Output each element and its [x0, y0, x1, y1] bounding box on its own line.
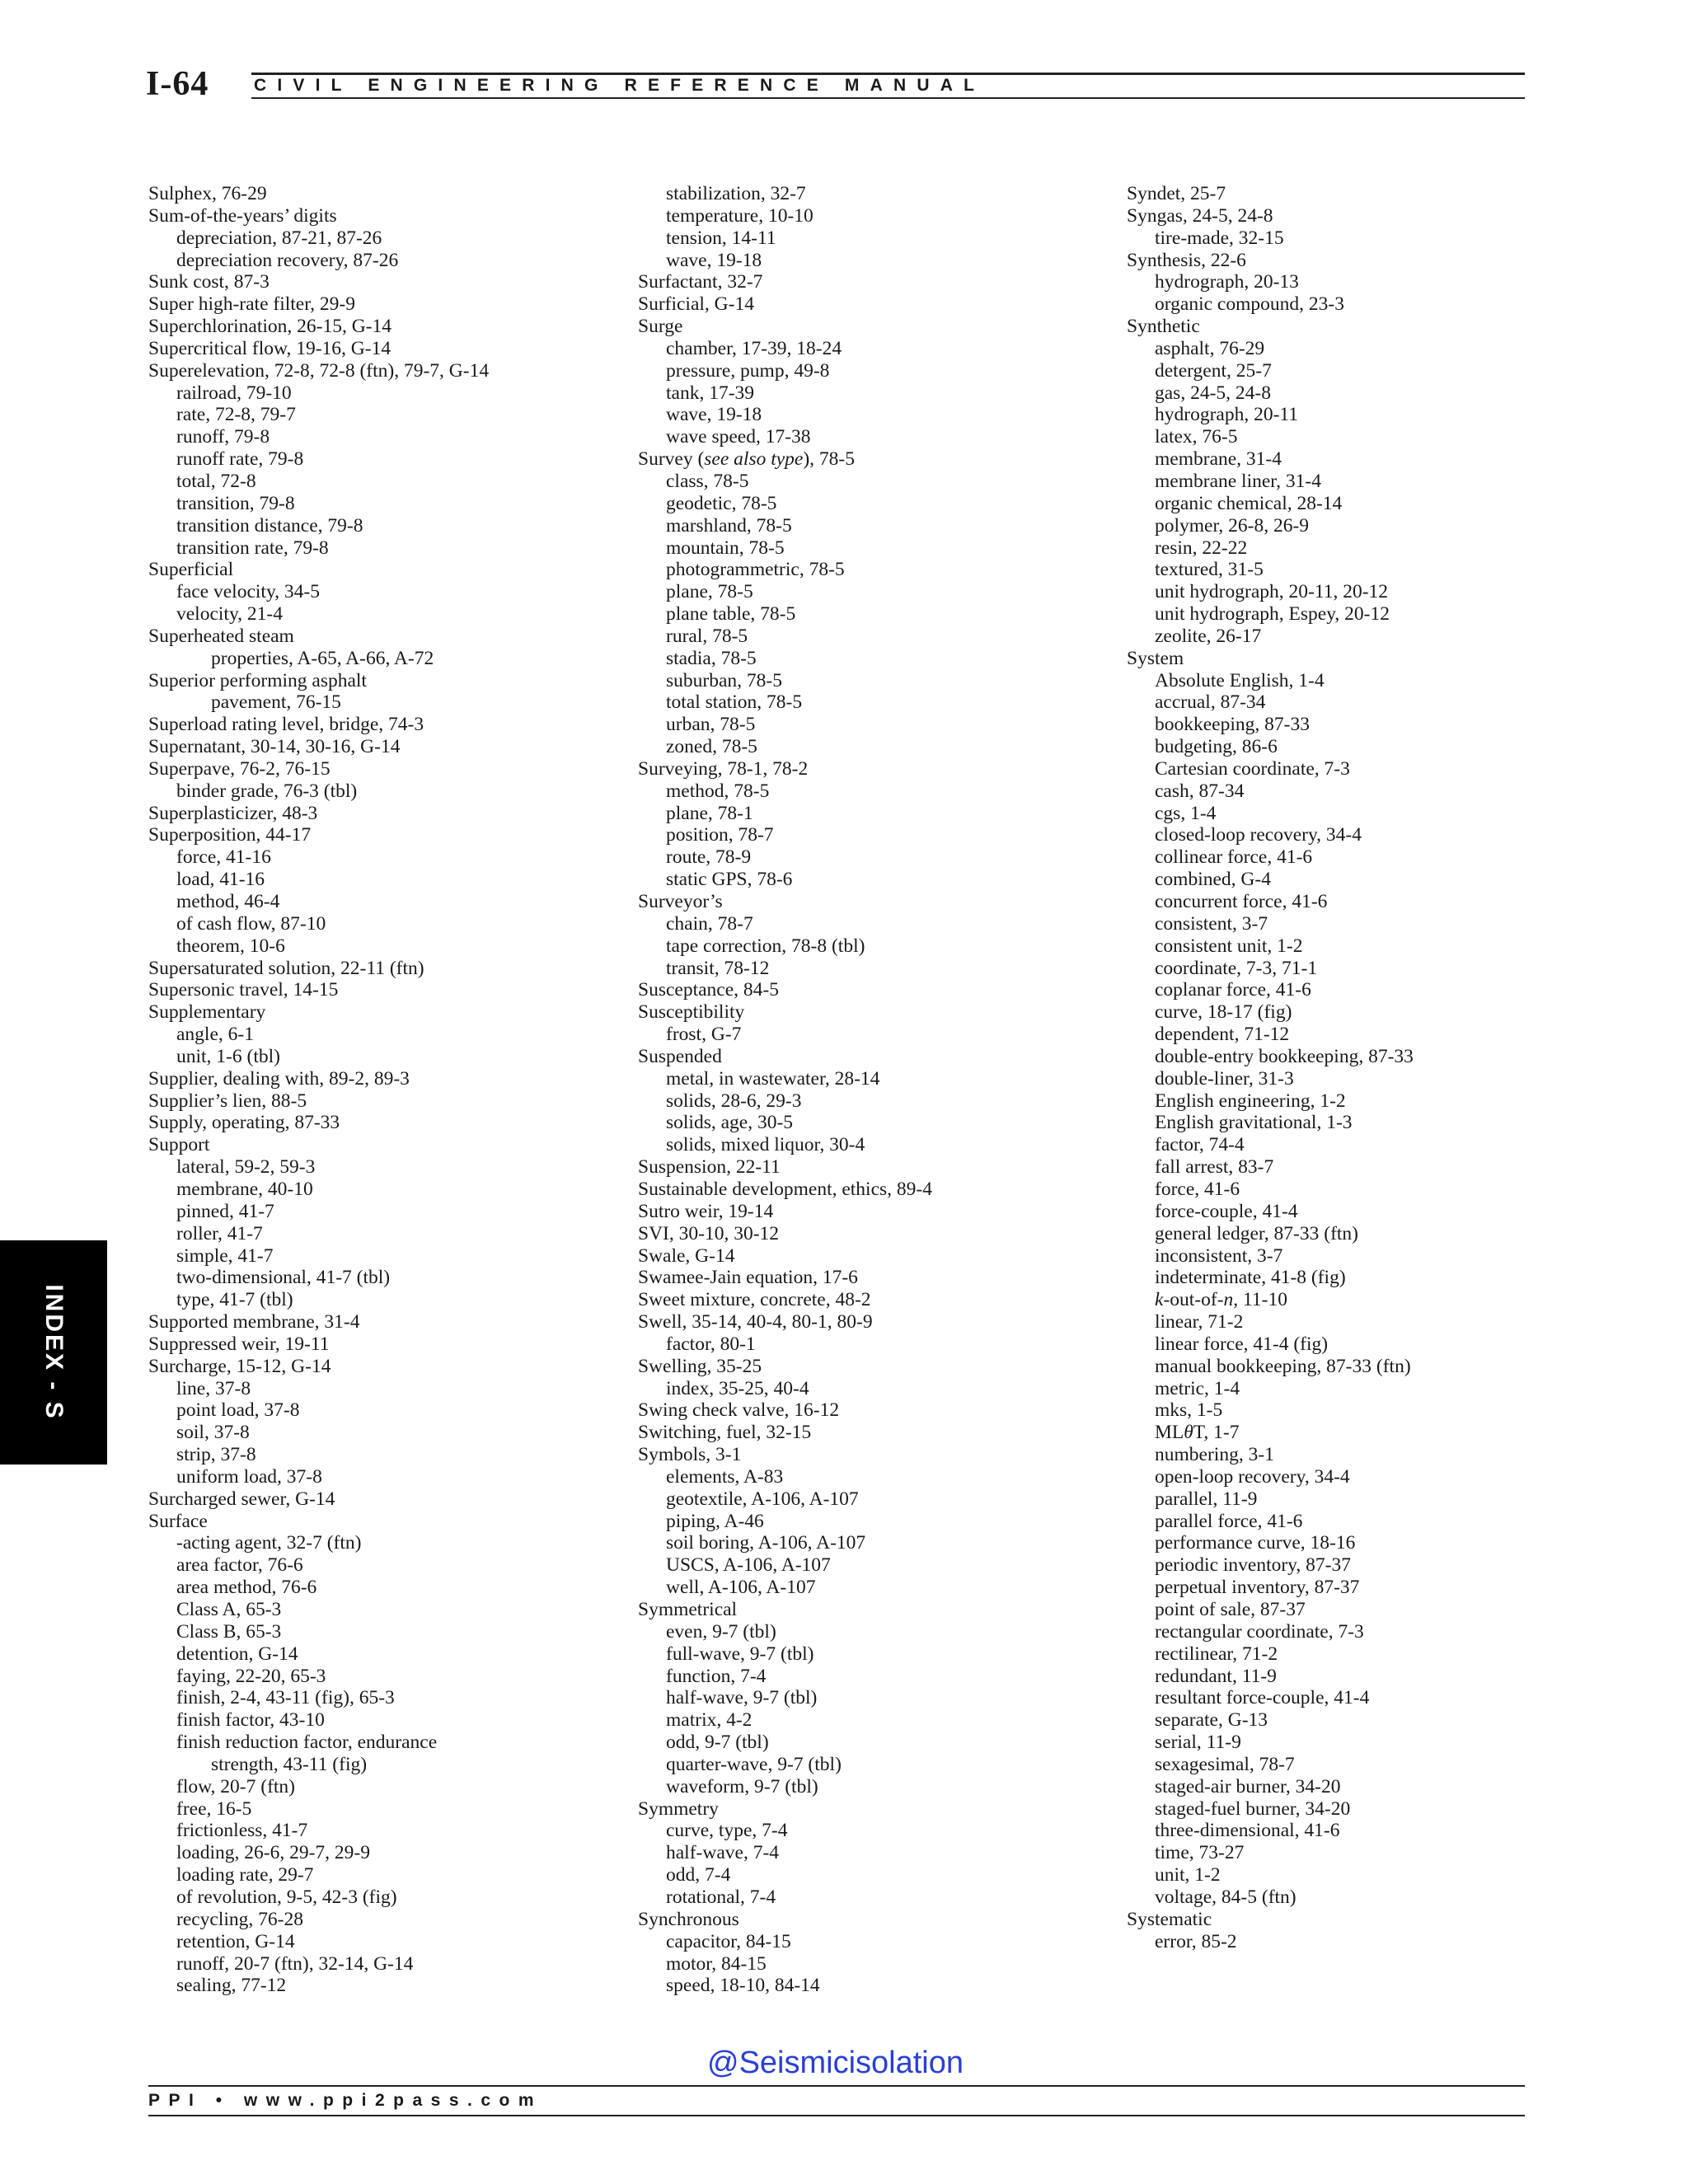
index-subentry: piping, A-46: [666, 1510, 764, 1532]
index-subentry: USCS, A-106, A-107: [666, 1554, 831, 1577]
index-subentry: pavement, 76-15: [211, 691, 341, 714]
index-subentry: temperature, 10-10: [666, 204, 814, 227]
index-subentry: periodic inventory, 87-37: [1155, 1554, 1351, 1577]
index-subentry: zeolite, 26-17: [1155, 625, 1262, 647]
index-subentry: performance curve, 18-16: [1155, 1532, 1356, 1554]
index-subentry: Absolute English, 1-4: [1155, 669, 1325, 691]
index-subentry: runoff, 79-8: [176, 426, 270, 448]
index-subentry: combined, G-4: [1155, 869, 1271, 891]
index-entry: Switching, fuel, 32-15: [638, 1422, 812, 1444]
index-subentry: Class B, 65-3: [176, 1620, 282, 1643]
index-subentry: point of sale, 87-37: [1155, 1599, 1306, 1620]
index-subentry: faying, 22-20, 65-3: [176, 1665, 326, 1687]
index-subentry: unit, 1-6 (tbl): [176, 1045, 280, 1067]
index-subentry: English gravitational, 1-3: [1155, 1112, 1353, 1134]
index-subentry: finish reduction factor, endurance: [176, 1732, 438, 1754]
index-entry: Surfactant, 32-7: [638, 271, 763, 293]
index-subentry: lateral, 59-2, 59-3: [176, 1156, 316, 1179]
index-subentry: -acting agent, 32-7 (ftn): [176, 1532, 362, 1554]
index-subentry: metal, in wastewater, 28-14: [666, 1067, 880, 1090]
index-entry: Superposition, 44-17: [148, 824, 312, 846]
index-subentry: parallel force, 41-6: [1155, 1510, 1303, 1532]
index-subentry: point load, 37-8: [176, 1399, 300, 1422]
index-subentry: voltage, 84-5 (ftn): [1155, 1886, 1296, 1908]
index-subentry: bookkeeping, 87-33: [1155, 714, 1310, 736]
index-subentry: metric, 1-4: [1155, 1377, 1240, 1399]
index-subentry: parallel, 11-9: [1155, 1488, 1258, 1510]
index-subentry: method, 78-5: [666, 780, 770, 802]
index-entry: Swelling, 35-25: [638, 1355, 762, 1377]
index-entry: Surcharge, 15-12, G-14: [148, 1355, 331, 1377]
index-subentry: fall arrest, 83-7: [1155, 1156, 1274, 1179]
index-subentry: indeterminate, 41-8 (fig): [1155, 1267, 1346, 1289]
index-subentry: force, 41-16: [176, 846, 271, 869]
index-subentry: railroad, 79-10: [176, 382, 292, 404]
index-subentry: perpetual inventory, 87-37: [1155, 1577, 1360, 1599]
index-subentry: concurrent force, 41-6: [1155, 891, 1328, 912]
index-subentry: tension, 14-11: [666, 227, 776, 249]
index-subentry: uniform load, 37-8: [176, 1465, 322, 1488]
index-subentry: curve, type, 7-4: [666, 1820, 788, 1842]
index-subentry: coordinate, 7-3, 71-1: [1155, 957, 1318, 979]
index-entry: Superpave, 76-2, 76-15: [148, 757, 331, 780]
index-subentry: finish factor, 43-10: [176, 1709, 325, 1732]
index-subentry: chain, 78-7: [666, 912, 753, 935]
index-subentry: roller, 41-7: [176, 1222, 263, 1244]
index-subentry: zoned, 78-5: [666, 736, 757, 758]
index-entry: Suspension, 22-11: [638, 1156, 781, 1179]
index-subentry: runoff rate, 79-8: [176, 448, 304, 471]
index-subentry: consistent, 3-7: [1155, 912, 1268, 935]
index-subentry: transit, 78-12: [666, 957, 770, 979]
index-subentry: type, 41-7 (tbl): [176, 1289, 293, 1311]
index-subentry: index, 35-25, 40-4: [666, 1377, 809, 1399]
index-subentry: flow, 20-7 (ftn): [176, 1775, 296, 1797]
index-subentry: manual bookkeeping, 87-33 (ftn): [1155, 1355, 1411, 1377]
index-subentry: serial, 11-9: [1155, 1732, 1241, 1754]
footer-url: www.ppi2pass.com: [243, 2091, 543, 2110]
index-subentry: soil boring, A-106, A-107: [666, 1532, 866, 1554]
index-subentry: solids, age, 30-5: [666, 1112, 794, 1134]
index-subentry: double-entry bookkeeping, 87-33: [1155, 1045, 1414, 1067]
index-subentry: retention, G-14: [176, 1930, 295, 1952]
index-subentry: sexagesimal, 78-7: [1155, 1753, 1295, 1775]
index-subentry: detention, G-14: [176, 1643, 298, 1665]
index-subentry: staged-air burner, 34-20: [1155, 1775, 1341, 1797]
section-thumb-tab: [0, 1240, 107, 1465]
index-subentry: strength, 43-11 (fig): [211, 1753, 368, 1775]
index-entry: Supplier’s lien, 88-5: [148, 1090, 307, 1112]
watermark: @Seismicisolation: [707, 2046, 964, 2080]
index-entry: Supersonic travel, 14-15: [148, 979, 339, 1001]
index-subentry: strip, 37-8: [176, 1444, 256, 1466]
index-subentry: cash, 87-34: [1155, 780, 1245, 802]
index-subentry: wave, 19-18: [666, 404, 762, 426]
index-subentry: depreciation, 87-21, 87-26: [176, 227, 382, 249]
index-subentry: mks, 1-5: [1155, 1399, 1223, 1422]
footer-publisher: PPI: [148, 2091, 203, 2110]
index-subentry: Cartesian coordinate, 7-3: [1155, 757, 1350, 780]
index-subentry: budgeting, 86-6: [1155, 736, 1278, 758]
index-entry: Supplementary: [148, 1001, 266, 1024]
index-subentry: full-wave, 9-7 (tbl): [666, 1643, 814, 1665]
index-subentry: unit hydrograph, 20-11, 20-12: [1155, 581, 1389, 603]
index-subentry: urban, 78-5: [666, 714, 756, 736]
index-entry: Sum-of-the-years’ digits: [148, 204, 337, 227]
index-subentry: rectilinear, 71-2: [1155, 1643, 1278, 1665]
index-subentry: properties, A-65, A-66, A-72: [211, 647, 434, 669]
index-subentry: frost, G-7: [666, 1024, 742, 1046]
index-entry: Supernatant, 30-14, 30-16, G-14: [148, 736, 401, 758]
index-subentry: stadia, 78-5: [666, 647, 757, 669]
section-thumb-tab-label: INDEX - S: [40, 1284, 68, 1421]
index-entry: Superchlorination, 26-15, G-14: [148, 316, 392, 338]
index-subentry: rural, 78-5: [666, 625, 748, 647]
index-subentry: open-loop recovery, 34-4: [1155, 1465, 1350, 1488]
index-subentry: load, 41-16: [176, 869, 265, 891]
index-subentry: cgs, 1-4: [1155, 802, 1217, 824]
index-subentry: force-couple, 41-4: [1155, 1200, 1298, 1222]
index-subentry: latex, 76-5: [1155, 426, 1238, 448]
index-entry: Superheated steam: [148, 625, 294, 647]
index-subentry: unit, 1-2: [1155, 1864, 1221, 1886]
index-subentry: total, 72-8: [176, 470, 256, 492]
index-subentry: separate, G-13: [1155, 1709, 1268, 1732]
index-subentry: redundant, 11-9: [1155, 1665, 1277, 1687]
index-subentry: face velocity, 34-5: [176, 581, 320, 603]
index-entry: Sweet mixture, concrete, 48-2: [638, 1289, 871, 1311]
index-entry: Superload rating level, bridge, 74-3: [148, 714, 424, 736]
index-subentry: plane table, 78-5: [666, 603, 796, 626]
index-entry: Supplier, dealing with, 89-2, 89-3: [148, 1067, 410, 1090]
index-subentry: curve, 18-17 (fig): [1155, 1001, 1292, 1024]
index-column-3: [1127, 183, 1414, 1953]
index-entry: Surveyor’s: [638, 891, 723, 912]
index-entry: Surcharged sewer, G-14: [148, 1488, 335, 1510]
footer-rule-bottom: [148, 2115, 1525, 2116]
index-subentry: quarter-wave, 9-7 (tbl): [666, 1753, 842, 1775]
index-subentry: hydrograph, 20-11: [1155, 404, 1299, 426]
index-subentry: loading rate, 29-7: [176, 1864, 314, 1886]
index-subentry: organic compound, 23-3: [1155, 293, 1344, 316]
index-subentry: plane, 78-1: [666, 802, 753, 824]
index-entry: Sutro weir, 19-14: [638, 1200, 774, 1222]
index-entry: Symmetrical: [638, 1599, 738, 1620]
index-entry: Susceptance, 84-5: [638, 979, 779, 1001]
index-subentry: accrual, 87-34: [1155, 691, 1266, 714]
index-subentry: speed, 18-10, 84-14: [666, 1975, 820, 1997]
index-subentry: mountain, 78-5: [666, 537, 785, 559]
index-entry: Sunk cost, 87-3: [148, 271, 270, 293]
index-subentry: simple, 41-7: [176, 1244, 274, 1267]
index-subentry: capacitor, 84-15: [666, 1930, 791, 1952]
index-subentry: suburban, 78-5: [666, 669, 782, 691]
index-entry: Sulphex, 76-29: [148, 183, 267, 204]
index-entry: Supersaturated solution, 22-11 (ftn): [148, 957, 424, 979]
index-subentry: plane, 78-5: [666, 581, 753, 603]
index-entry: Superficial: [148, 559, 234, 581]
index-subentry: unit hydrograph, Espey, 20-12: [1155, 603, 1390, 626]
index-subentry: finish, 2-4, 43-11 (fig), 65-3: [176, 1687, 395, 1709]
index-subentry: textured, 31-5: [1155, 559, 1264, 581]
index-subentry: chamber, 17-39, 18-24: [666, 337, 842, 359]
index-subentry: English engineering, 1-2: [1155, 1090, 1346, 1112]
index-subentry: well, A-106, A-107: [666, 1577, 816, 1599]
index-subentry: force, 41-6: [1155, 1178, 1240, 1200]
index-subentry: velocity, 21-4: [176, 603, 283, 626]
index-subentry: factor, 80-1: [666, 1333, 756, 1355]
index-subentry: membrane, 40-10: [176, 1178, 313, 1200]
index-subentry: stabilization, 32-7: [666, 183, 806, 204]
index-entry: SVI, 30-10, 30-12: [638, 1222, 780, 1244]
index-subentry: membrane liner, 31-4: [1155, 470, 1321, 492]
index-entry: Synthesis, 22-6: [1127, 249, 1246, 271]
index-subentry: polymer, 26-8, 26-9: [1155, 514, 1310, 537]
index-subentry: geodetic, 78-5: [666, 492, 777, 514]
index-subentry: staged-fuel burner, 34-20: [1155, 1797, 1351, 1820]
running-head-title: CIVIL ENGINEERING REFERENCE MANUAL: [254, 76, 986, 95]
index-entry: Surge: [638, 316, 683, 338]
index-entry: Survey (see also type), 78-5: [638, 448, 856, 471]
index-subentry: runoff, 20-7 (ftn), 32-14, G-14: [176, 1952, 414, 1975]
index-subentry: closed-loop recovery, 34-4: [1155, 824, 1362, 846]
index-subentry: even, 9-7 (tbl): [666, 1620, 776, 1643]
index-subentry: tape correction, 78-8 (tbl): [666, 935, 865, 957]
index-entry: Supply, operating, 87-33: [148, 1112, 340, 1134]
index-subentry: double-liner, 31-3: [1155, 1067, 1294, 1090]
index-subentry: half-wave, 7-4: [666, 1842, 780, 1864]
index-entry: Suspended: [638, 1045, 722, 1067]
index-subentry: Class A, 65-3: [176, 1599, 282, 1620]
index-entry: Supported membrane, 31-4: [148, 1311, 360, 1333]
index-subentry: coplanar force, 41-6: [1155, 979, 1311, 1001]
index-subentry: gas, 24-5, 24-8: [1155, 382, 1271, 404]
index-subentry: membrane, 31-4: [1155, 448, 1282, 471]
index-subentry: transition rate, 79-8: [176, 537, 329, 559]
index-subentry: angle, 6-1: [176, 1024, 254, 1046]
index-subentry: hydrograph, 20-13: [1155, 271, 1299, 293]
index-subentry: detergent, 25-7: [1155, 359, 1272, 382]
index-subentry: factor, 74-4: [1155, 1134, 1245, 1156]
index-entry: Syndet, 25-7: [1127, 183, 1226, 204]
index-subentry: pinned, 41-7: [176, 1200, 274, 1222]
index-entry: Swell, 35-14, 40-4, 80-1, 80-9: [638, 1311, 873, 1333]
index-subentry: general ledger, 87-33 (ftn): [1155, 1222, 1359, 1244]
index-subentry: rate, 72-8, 79-7: [176, 404, 296, 426]
index-entry: Swamee-Jain equation, 17-6: [638, 1267, 858, 1289]
index-subentry: loading, 26-6, 29-7, 29-9: [176, 1842, 370, 1864]
index-subentry: error, 85-2: [1155, 1930, 1237, 1952]
index-entry: Systematic: [1127, 1908, 1212, 1930]
index-subentry: numbering, 3-1: [1155, 1444, 1274, 1466]
index-subentry: MLθT, 1-7: [1155, 1422, 1240, 1444]
index-subentry: binder grade, 76-3 (tbl): [176, 780, 358, 802]
index-subentry: photogrammetric, 78-5: [666, 559, 845, 581]
index-entry: Superelevation, 72-8, 72-8 (ftn), 79-7, G-14: [148, 359, 490, 382]
index-subentry: static GPS, 78-6: [666, 869, 793, 891]
index-entry: Symmetry: [638, 1797, 719, 1820]
index-subentry: asphalt, 76-29: [1155, 337, 1265, 359]
index-entry: System: [1127, 647, 1184, 669]
index-subentry: collinear force, 41-6: [1155, 846, 1313, 869]
index-subentry: wave, 19-18: [666, 249, 762, 271]
index-subentry: depreciation recovery, 87-26: [176, 249, 399, 271]
index-subentry: marshland, 78-5: [666, 514, 792, 537]
index-subentry: soil, 37-8: [176, 1422, 250, 1444]
index-subentry: line, 37-8: [176, 1377, 251, 1399]
index-subentry: waveform, 9-7 (tbl): [666, 1775, 818, 1797]
index-subentry: tire-made, 32-15: [1155, 227, 1284, 249]
index-subentry: solids, mixed liquor, 30-4: [666, 1134, 865, 1156]
index-entry: Swing check valve, 16-12: [638, 1399, 840, 1422]
index-subentry: three-dimensional, 41-6: [1155, 1820, 1340, 1842]
index-subentry: dependent, 71-12: [1155, 1024, 1290, 1046]
index-subentry: linear, 71-2: [1155, 1311, 1244, 1333]
index-column-2: [638, 183, 932, 1997]
index-subentry: odd, 9-7 (tbl): [666, 1732, 769, 1754]
index-subentry: function, 7-4: [666, 1665, 767, 1687]
index-subentry: two-dimensional, 41-7 (tbl): [176, 1267, 391, 1289]
index-subentry: wave speed, 17-38: [666, 426, 811, 448]
index-entry: Surficial, G-14: [638, 293, 754, 316]
index-subentry: area factor, 76-6: [176, 1554, 303, 1577]
footer-bullet: •: [215, 2091, 231, 2110]
index-subentry: odd, 7-4: [666, 1864, 731, 1886]
index-entry: Symbols, 3-1: [638, 1444, 742, 1466]
index-subentry: time, 73-27: [1155, 1842, 1245, 1864]
index-entry: Suppressed weir, 19-11: [148, 1333, 330, 1355]
index-subentry: resin, 22-22: [1155, 537, 1248, 559]
index-column-1: [148, 183, 489, 1997]
index-subentry: method, 46-4: [176, 891, 280, 912]
index-subentry: of cash flow, 87-10: [176, 912, 326, 935]
index-subentry: pressure, pump, 49-8: [666, 359, 830, 382]
index-subentry: geotextile, A-106, A-107: [666, 1488, 859, 1510]
index-subentry: transition, 79-8: [176, 492, 295, 514]
index-subentry: elements, A-83: [666, 1465, 784, 1488]
index-subentry: total station, 78-5: [666, 691, 803, 714]
index-entry: Supercritical flow, 19-16, G-14: [148, 337, 392, 359]
index-subentry: half-wave, 9-7 (tbl): [666, 1687, 818, 1709]
page-number: I-64: [146, 65, 209, 103]
index-subentry: of revolution, 9-5, 42-3 (fig): [176, 1886, 397, 1908]
index-subentry: transition distance, 79-8: [176, 514, 363, 537]
index-subentry: rectangular coordinate, 7-3: [1155, 1620, 1364, 1643]
index-subentry: route, 78-9: [666, 846, 752, 869]
index-subentry: consistent unit, 1-2: [1155, 935, 1303, 957]
index-subentry: rotational, 7-4: [666, 1886, 776, 1908]
index-subentry: free, 16-5: [176, 1797, 252, 1820]
index-subentry: inconsistent, 3-7: [1155, 1244, 1283, 1267]
index-subentry: resultant force-couple, 41-4: [1155, 1687, 1370, 1709]
index-subentry: area method, 76-6: [176, 1577, 317, 1599]
index-subentry: class, 78-5: [666, 470, 749, 492]
index-subentry: theorem, 10-6: [176, 935, 285, 957]
index-subentry: matrix, 4-2: [666, 1709, 753, 1732]
index-subentry: tank, 17-39: [666, 382, 755, 404]
index-entry: Superior performing asphalt: [148, 669, 367, 691]
index-subentry: organic chemical, 28-14: [1155, 492, 1343, 514]
index-entry: Synthetic: [1127, 316, 1200, 338]
index-subentry: position, 78-7: [666, 824, 774, 846]
index-subentry: frictionless, 41-7: [176, 1820, 308, 1842]
index-entry: Support: [148, 1134, 210, 1156]
index-subentry: recycling, 76-28: [176, 1908, 304, 1930]
index-entry: Superplasticizer, 48-3: [148, 802, 318, 824]
index-subentry: solids, 28-6, 29-3: [666, 1090, 802, 1112]
index-entry: Super high-rate filter, 29-9: [148, 293, 355, 316]
index-entry: Swale, G-14: [638, 1244, 735, 1267]
index-entry: Surveying, 78-1, 78-2: [638, 757, 809, 780]
index-subentry: motor, 84-15: [666, 1952, 767, 1975]
footer-rule-top: [148, 2085, 1525, 2087]
index-entry: Syngas, 24-5, 24-8: [1127, 204, 1273, 227]
index-entry: Susceptibility: [638, 1001, 745, 1024]
index-subentry: sealing, 77-12: [176, 1975, 287, 1997]
footer: [148, 2091, 542, 2111]
index-subentry: k-out-of-n, 11-10: [1155, 1289, 1287, 1311]
index-entry: Synchronous: [638, 1908, 739, 1930]
index-entry: Sustainable development, ethics, 89-4: [638, 1178, 932, 1200]
index-subentry: linear force, 41-4 (fig): [1155, 1333, 1329, 1355]
index-entry: Surface: [148, 1510, 208, 1532]
